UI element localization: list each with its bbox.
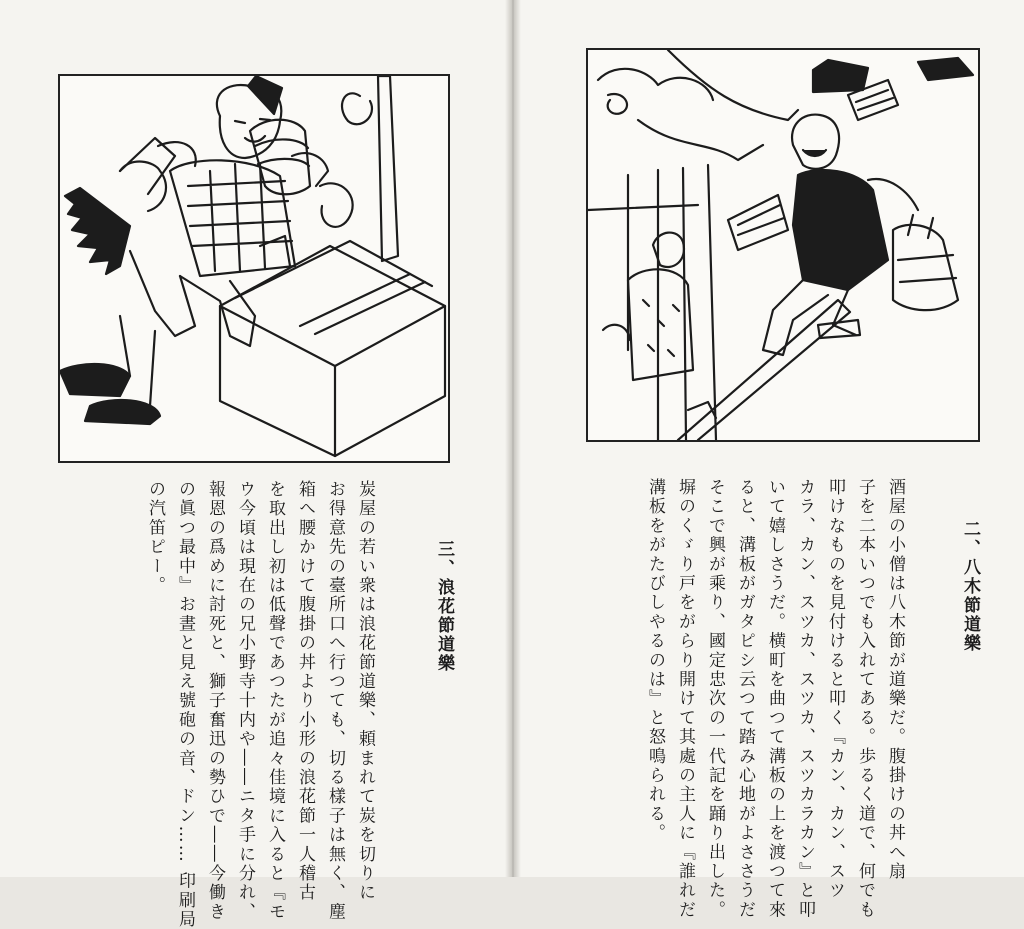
- right-text-line-2: 子を二本いつでも入れてある。歩るく道で、何でも: [855, 478, 875, 920]
- left-section-heading: 三、浪花節道樂: [434, 540, 454, 673]
- illustration-coal-seller-drawing: [60, 76, 448, 461]
- right-text-line-9: 溝板をがたびしやるのは』と怒鳴られる。: [645, 478, 665, 843]
- right-text-line-1: 酒屋の小僧は八木節が道樂だ。腹掛けの丼へ扇: [885, 478, 905, 882]
- book-gutter: [505, 0, 521, 877]
- left-text-line-8: の汽笛ピー。: [145, 480, 165, 596]
- right-section-heading: 二、八木節道樂: [960, 520, 980, 653]
- left-text-line-5: ウ今頃は現在の兄小野寺十内や――ニタ手に分れ、: [235, 480, 255, 922]
- illustration-sake-boy-drawing: [588, 50, 978, 440]
- right-text-line-5: いて嬉しさうだ。横町を曲つて溝板の上を渡つて來: [765, 478, 785, 920]
- illustration-sake-boy: [586, 48, 980, 442]
- right-text-line-8: 塀のくゞり戸をがらり開けて其處の主人に『誰れだ: [675, 478, 695, 920]
- illustration-coal-seller: [58, 74, 450, 463]
- left-text-line-4: を取出し初は低聲であつたが追々佳境に入ると『モ: [265, 480, 285, 922]
- left-text-line-6: 報恩の爲めに討死と、獅子奮迅の勢ひで――今働き: [205, 480, 225, 922]
- right-text-line-4: カラ、カン、スツカ、スツカ、スツカラカン』と叩: [795, 478, 815, 920]
- right-text-line-7: そこで興が乘り、國定忠次の一代記を踊り出した。: [705, 478, 725, 920]
- right-text-line-6: ると、溝板がガタピシ云つて踏み心地がよささうだ: [735, 478, 755, 920]
- right-text-line-3: 叩けなものを見付けると叩く『カン、カン、スツ: [825, 478, 845, 901]
- left-text-line-2: お得意先の臺所口へ行つても、切る樣子は無く、塵: [325, 480, 345, 922]
- left-text-line-1: 炭屋の若い衆は浪花節道樂、頼まれて炭を切りに: [355, 480, 375, 903]
- left-text-line-7: の眞つ最中』お晝と見え號砲の音、ドン…… 印刷局: [175, 480, 195, 929]
- left-text-line-3: 箱へ腰かけて腹掛の丼より小形の浪花節一人稽古: [295, 480, 315, 903]
